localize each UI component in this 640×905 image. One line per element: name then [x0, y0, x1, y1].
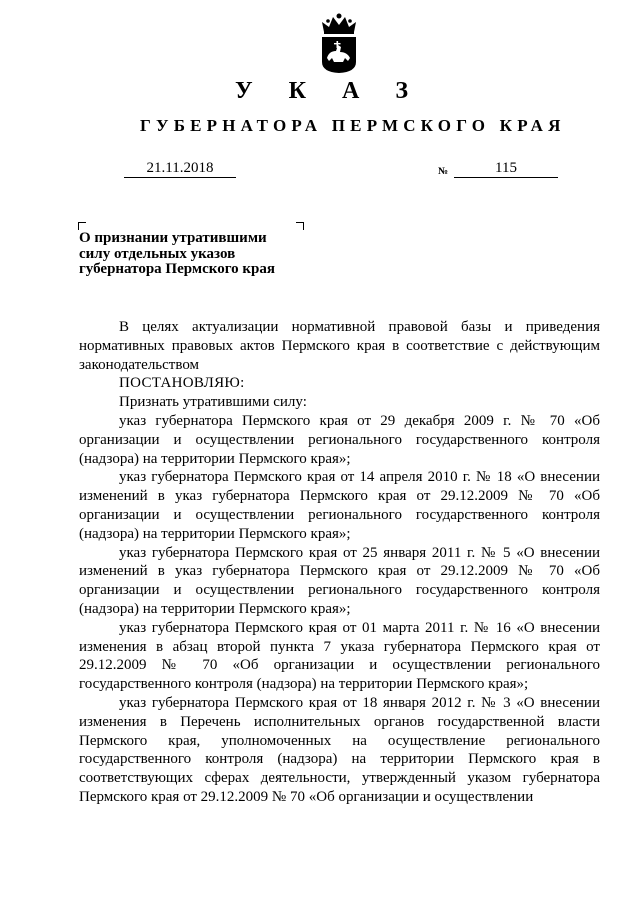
number-label: №	[438, 166, 449, 177]
perm-krai-coat-of-arms-icon	[318, 12, 360, 74]
decree-word: ПОСТАНОВЛЯЮ:	[119, 375, 245, 392]
document-body	[79, 318, 600, 807]
heading-corner-left	[78, 222, 86, 230]
crown-icon	[322, 14, 356, 35]
heading-line: губернатора Пермского края	[79, 261, 275, 277]
document-date: 21.11.2018	[124, 160, 236, 178]
document-number: 115	[454, 160, 558, 178]
list-item: указ губернатора Пермского края от 29 декабря 2009 г. № 70 «Об организации и осуществлении регионального государственного контроля (надзора) на территории Пермского края»;	[79, 412, 600, 467]
list-item: указ губернатора Пермского края от 18 января 2012 г. № 3 «О внесении изменения в Перечень исполнительных органов государственной власти Пермского края, уполномоченных на осуществление регионального государственного контроля (надзора) на территории Пермского края в соответствующих сферах деятельности, утвержденный указом губернатора Пермского края от 29.12.2009 № 70 «Об организации и осуществлении	[79, 694, 600, 805]
preamble-paragraph: В целях актуализации нормативной правовой базы и приведения нормативных правовых актов Пермского края в соответствие с действующим законодательством	[79, 319, 600, 373]
body-paragraph: Признать утратившими силу:	[119, 394, 307, 411]
shield-icon	[322, 37, 356, 73]
document-subtitle: ГУБЕРНАТОРА ПЕРМСКОГО КРАЯ	[140, 116, 566, 135]
heading-line: О признании утратившими	[79, 230, 267, 246]
heading-corner-right	[296, 222, 304, 230]
list-item: указ губернатора Пермского края от 14 апреля 2010 г. № 18 «О внесении изменений в указ губернатора Пермского края от 29.12.2009 № 70 «Об организации и осуществлении регионального государственного контроля (надзора) на территории Пермского края»;	[79, 469, 600, 542]
list-item: указ губернатора Пермского края от 25 января 2011 г. № 5 «О внесении изменений в указ губернатора Пермского края от 29.12.2009 № 70 «Об организации и осуществлении регионального государственного контроля (надзора) на территории Пермского края»;	[79, 544, 600, 617]
document-title: У К А З	[234, 78, 423, 104]
list-item: указ губернатора Пермского края от 01 марта 2011 г. № 16 «О внесении изменения в абзац второй пункта 7 указа губернатора Пермского края от 29.12.2009 № 70 «Об организации и осуществлении регионального государственного контроля (надзора) на территории Пермского края»;	[79, 619, 600, 693]
document-heading	[79, 231, 319, 278]
heading-line: силу отдельных указов	[79, 245, 236, 262]
